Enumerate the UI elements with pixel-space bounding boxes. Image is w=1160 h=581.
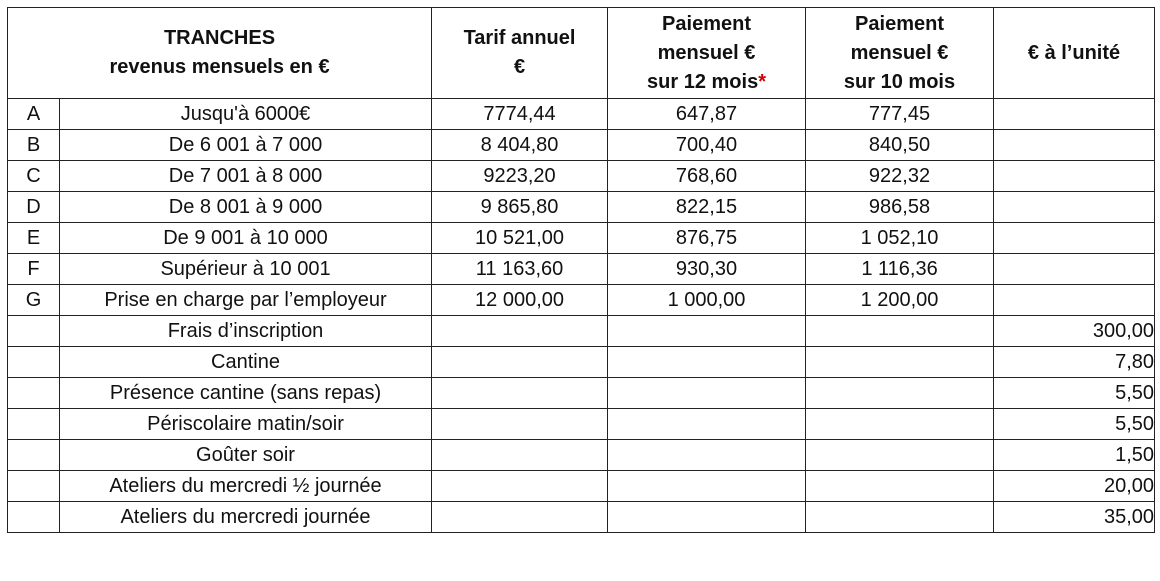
tranche-letter: F bbox=[8, 254, 60, 285]
empty-cell bbox=[432, 378, 608, 409]
empty-letter-cell bbox=[8, 502, 60, 533]
unite-cell bbox=[994, 223, 1155, 254]
tarif-annuel-cell: 10 521,00 bbox=[432, 223, 608, 254]
empty-cell bbox=[432, 502, 608, 533]
empty-cell bbox=[806, 471, 994, 502]
tranche-letter: D bbox=[8, 192, 60, 223]
empty-letter-cell bbox=[8, 409, 60, 440]
empty-cell bbox=[608, 378, 806, 409]
unite-cell: 5,50 bbox=[994, 409, 1155, 440]
mensuel-10-cell: 922,32 bbox=[806, 161, 994, 192]
extra-label: Ateliers du mercredi ½ journée bbox=[60, 471, 432, 502]
header-p12-line2: mensuel € bbox=[657, 41, 756, 64]
extra-label: Périscolaire matin/soir bbox=[60, 409, 432, 440]
extra-row bbox=[8, 440, 1155, 471]
mensuel-10-cell: 777,45 bbox=[806, 99, 994, 130]
header-p12-line3-wrap bbox=[608, 68, 805, 97]
extra-row bbox=[8, 316, 1155, 347]
empty-cell bbox=[432, 409, 608, 440]
tarif-annuel-cell: 11 163,60 bbox=[432, 254, 608, 285]
empty-cell bbox=[806, 347, 994, 378]
empty-letter-cell bbox=[8, 316, 60, 347]
mensuel-10-cell: 840,50 bbox=[806, 130, 994, 161]
tranche-row bbox=[8, 99, 1155, 130]
mensuel-12-cell: 822,15 bbox=[608, 192, 806, 223]
header-paiement-10 bbox=[806, 8, 994, 99]
extra-row bbox=[8, 378, 1155, 409]
mensuel-10-cell: 1 052,10 bbox=[806, 223, 994, 254]
extra-label: Goûter soir bbox=[60, 440, 432, 471]
mensuel-10-cell: 1 116,36 bbox=[806, 254, 994, 285]
empty-cell bbox=[806, 316, 994, 347]
unite-cell bbox=[994, 161, 1155, 192]
asterisk-note: * bbox=[758, 70, 766, 93]
header-tarif-line2: € bbox=[513, 56, 526, 78]
tranche-label: De 6 001 à 7 000 bbox=[60, 130, 432, 161]
tranche-row bbox=[8, 130, 1155, 161]
tranche-row bbox=[8, 223, 1155, 254]
tranche-letter: A bbox=[8, 99, 60, 130]
extra-row bbox=[8, 471, 1155, 502]
tranche-label: De 8 001 à 9 000 bbox=[60, 192, 432, 223]
mensuel-10-cell: 986,58 bbox=[806, 192, 994, 223]
tranche-label: De 7 001 à 8 000 bbox=[60, 161, 432, 192]
empty-cell bbox=[608, 502, 806, 533]
empty-cell bbox=[806, 502, 994, 533]
tranche-label: Supérieur à 10 001 bbox=[60, 254, 432, 285]
header-tarif-line1: Tarif annuel bbox=[463, 27, 576, 49]
header-p10-line1: Paiement bbox=[855, 12, 944, 35]
extra-row bbox=[8, 409, 1155, 440]
tranche-label: De 9 001 à 10 000 bbox=[60, 223, 432, 254]
empty-cell bbox=[432, 347, 608, 378]
tranche-label: Jusqu'à 6000€ bbox=[60, 99, 432, 130]
mensuel-12-cell: 700,40 bbox=[608, 130, 806, 161]
empty-cell bbox=[608, 316, 806, 347]
header-row bbox=[8, 8, 1155, 99]
mensuel-12-cell: 647,87 bbox=[608, 99, 806, 130]
empty-cell bbox=[806, 440, 994, 471]
extra-row bbox=[8, 502, 1155, 533]
unite-cell bbox=[994, 254, 1155, 285]
tranche-row bbox=[8, 192, 1155, 223]
header-tranches-title: TRANCHES bbox=[163, 27, 276, 49]
unite-cell bbox=[994, 192, 1155, 223]
tranche-row bbox=[8, 285, 1155, 316]
empty-letter-cell bbox=[8, 378, 60, 409]
header-p10-line3: sur 10 mois bbox=[843, 70, 956, 93]
tarif-annuel-cell: 12 000,00 bbox=[432, 285, 608, 316]
header-p12-line3: sur 12 mois bbox=[647, 70, 759, 93]
unite-cell bbox=[994, 130, 1155, 161]
unite-cell: 7,80 bbox=[994, 347, 1155, 378]
empty-cell bbox=[608, 347, 806, 378]
empty-letter-cell bbox=[8, 347, 60, 378]
mensuel-12-cell: 876,75 bbox=[608, 223, 806, 254]
extra-label: Ateliers du mercredi journée bbox=[60, 502, 432, 533]
mensuel-12-cell: 1 000,00 bbox=[608, 285, 806, 316]
unite-cell: 1,50 bbox=[994, 440, 1155, 471]
extra-label: Présence cantine (sans repas) bbox=[60, 378, 432, 409]
empty-cell bbox=[432, 316, 608, 347]
empty-cell bbox=[806, 409, 994, 440]
empty-cell bbox=[432, 471, 608, 502]
header-tranches bbox=[8, 8, 432, 99]
unite-cell bbox=[994, 99, 1155, 130]
tranche-letter: E bbox=[8, 223, 60, 254]
header-tranches-subtitle: revenus mensuels en € bbox=[109, 56, 330, 78]
tarif-annuel-cell: 7774,44 bbox=[432, 99, 608, 130]
tranche-rows bbox=[8, 99, 1155, 533]
empty-cell bbox=[432, 440, 608, 471]
unite-cell: 300,00 bbox=[994, 316, 1155, 347]
empty-cell bbox=[608, 471, 806, 502]
unite-cell: 5,50 bbox=[994, 378, 1155, 409]
extra-label: Cantine bbox=[60, 347, 432, 378]
tarif-annuel-cell: 9 865,80 bbox=[432, 192, 608, 223]
header-tarif-annuel bbox=[432, 8, 608, 99]
tranche-letter: B bbox=[8, 130, 60, 161]
tarif-annuel-cell: 8 404,80 bbox=[432, 130, 608, 161]
tranche-letter: C bbox=[8, 161, 60, 192]
header-paiement-12 bbox=[608, 8, 806, 99]
tranche-label: Prise en charge par l’employeur bbox=[60, 285, 432, 316]
extra-label: Frais d’inscription bbox=[60, 316, 432, 347]
header-p10-line2: mensuel € bbox=[850, 41, 949, 64]
tarif-table bbox=[7, 7, 1155, 533]
empty-cell bbox=[806, 378, 994, 409]
empty-letter-cell bbox=[8, 440, 60, 471]
mensuel-12-cell: 930,30 bbox=[608, 254, 806, 285]
mensuel-10-cell: 1 200,00 bbox=[806, 285, 994, 316]
empty-cell bbox=[608, 440, 806, 471]
extra-row bbox=[8, 347, 1155, 378]
header-p12-line1: Paiement bbox=[662, 12, 751, 35]
unite-cell: 35,00 bbox=[994, 502, 1155, 533]
unite-cell bbox=[994, 285, 1155, 316]
tranche-letter: G bbox=[8, 285, 60, 316]
empty-letter-cell bbox=[8, 471, 60, 502]
tranche-row bbox=[8, 161, 1155, 192]
empty-cell bbox=[608, 409, 806, 440]
mensuel-12-cell: 768,60 bbox=[608, 161, 806, 192]
tarif-annuel-cell: 9223,20 bbox=[432, 161, 608, 192]
header-unite: € à l’unité bbox=[994, 8, 1155, 99]
tranche-row bbox=[8, 254, 1155, 285]
unite-cell: 20,00 bbox=[994, 471, 1155, 502]
